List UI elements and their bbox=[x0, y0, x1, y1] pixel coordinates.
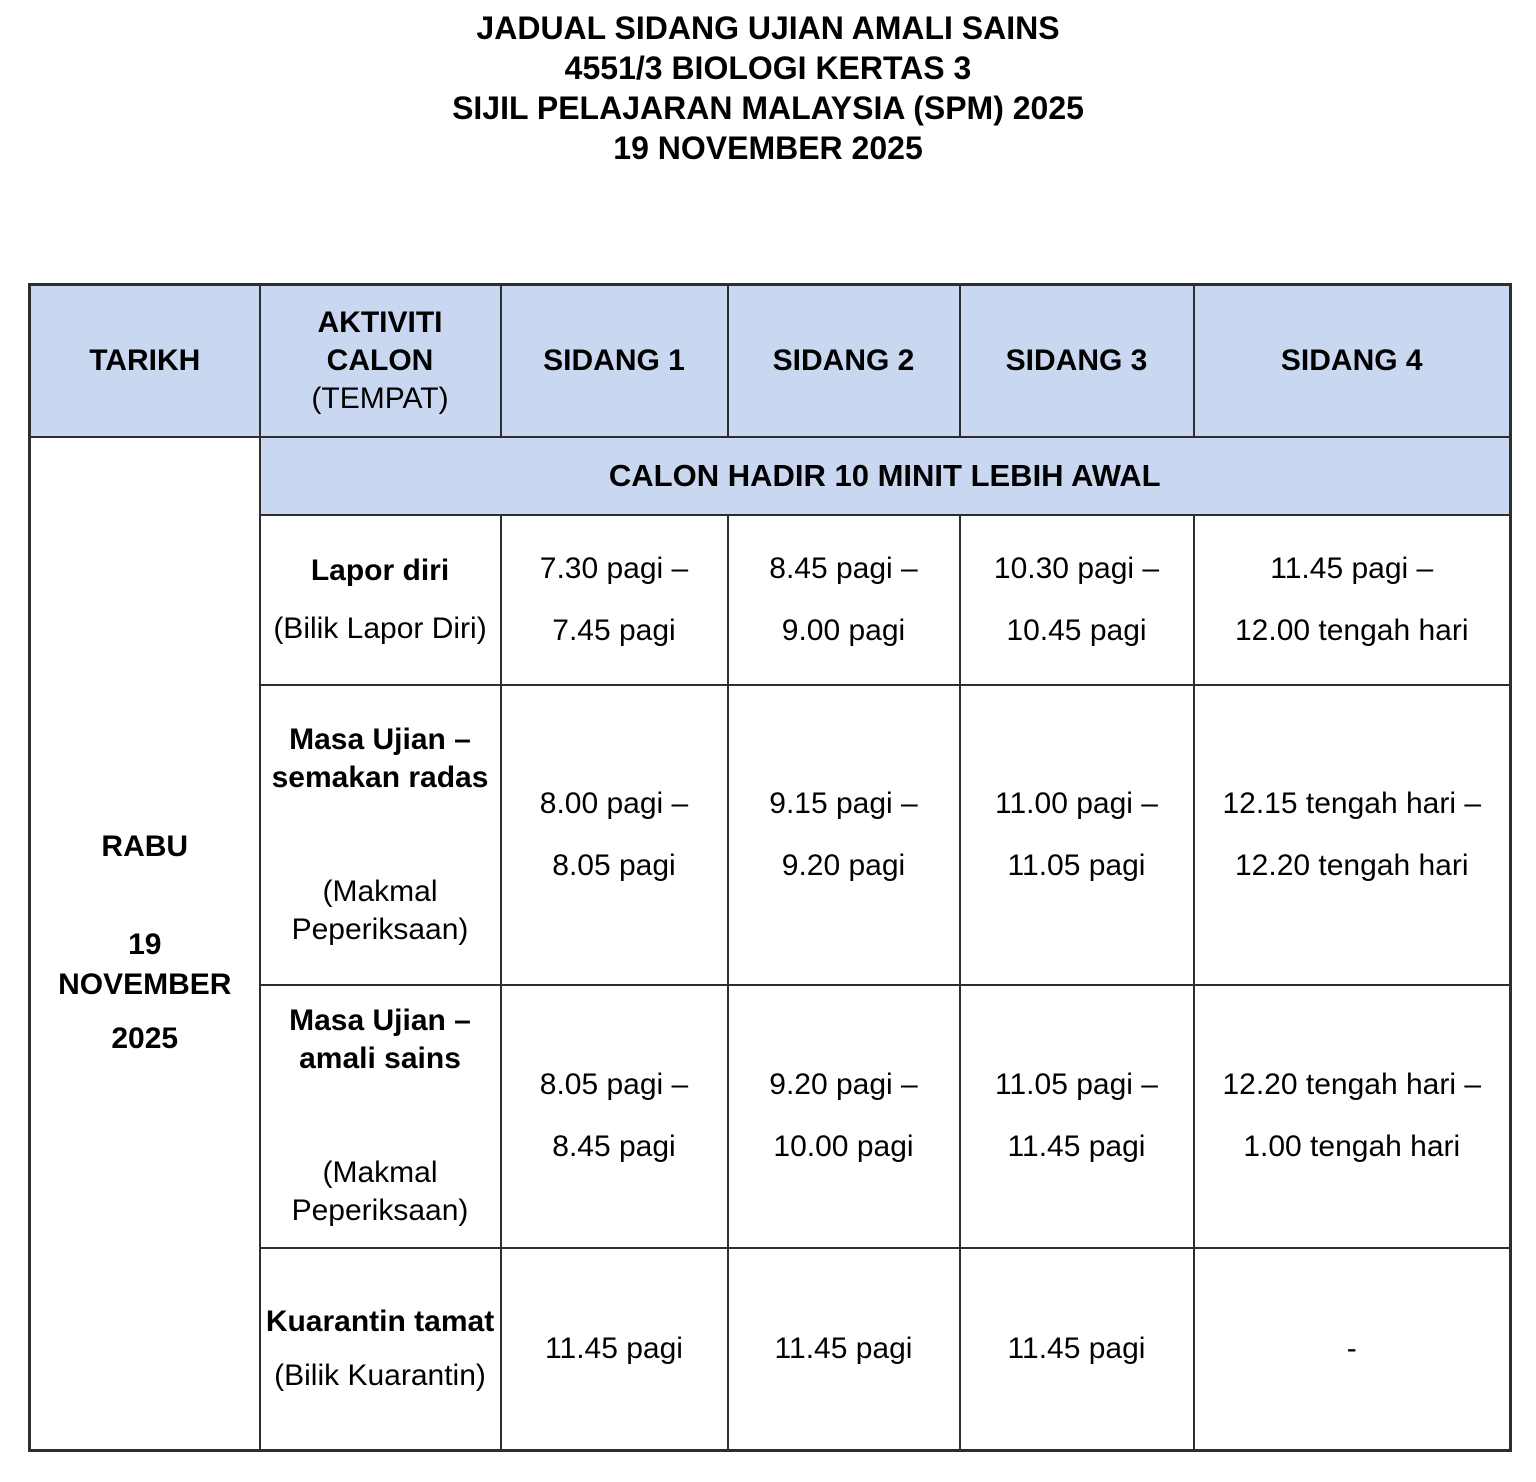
time-cell-r3-s1 bbox=[501, 985, 728, 1248]
activity-location: (Makmal Peperiksaan) bbox=[291, 874, 469, 946]
time-cell-r1-s2 bbox=[728, 515, 960, 685]
time-line: 9.20 pagi – bbox=[769, 1068, 918, 1101]
date-year: 2025 bbox=[111, 1022, 179, 1056]
time-cell-r4-s2 bbox=[728, 1248, 960, 1451]
time-line: 9.15 pagi – bbox=[769, 786, 918, 820]
date-cell bbox=[30, 437, 260, 1451]
time-line: 7.45 pagi bbox=[552, 613, 676, 647]
time-line: 11.45 pagi bbox=[1007, 1130, 1146, 1163]
date-day: RABU bbox=[101, 830, 189, 864]
activity-title: Lapor diri bbox=[310, 553, 450, 587]
time-cell-r2-s2 bbox=[728, 685, 960, 985]
time-line: 10.30 pagi – bbox=[993, 551, 1160, 585]
activity-title: Kuarantin tamat bbox=[265, 1304, 495, 1338]
schedule-table bbox=[28, 283, 1512, 1452]
time-line: 8.00 pagi – bbox=[539, 786, 689, 820]
title-line-3: SIJIL PELAJARAN MALAYSIA (SPM) 2025 bbox=[452, 90, 1084, 126]
time-cell-r1-s4 bbox=[1194, 515, 1511, 685]
time-cell-r2-s4 bbox=[1194, 685, 1511, 985]
activity-cell-semakan-radas bbox=[260, 685, 501, 985]
time-line: 12.15 tengah hari – bbox=[1222, 786, 1482, 820]
time-line: 11.05 pagi bbox=[1007, 848, 1146, 882]
time-line: 12.00 tengah hari bbox=[1234, 613, 1469, 647]
time-cell-r4-s3 bbox=[960, 1248, 1194, 1451]
time-line: 10.45 pagi bbox=[1006, 613, 1147, 647]
time-line: 11.45 pagi bbox=[1007, 1331, 1146, 1365]
activity-title: Masa Ujian – semakan radas bbox=[271, 722, 489, 794]
header-cell-tarikh: TARIKH bbox=[30, 285, 260, 437]
time-line: 11.45 pagi bbox=[545, 1331, 683, 1365]
time-cell-r4-s4 bbox=[1194, 1248, 1511, 1451]
time-line: 11.00 pagi – bbox=[995, 786, 1158, 820]
time-line: 7.30 pagi – bbox=[539, 551, 689, 585]
time-line: 1.00 tengah hari bbox=[1243, 1130, 1461, 1163]
time-line: 8.45 pagi bbox=[552, 1130, 676, 1163]
activity-cell-kuarantin-tamat bbox=[260, 1248, 501, 1451]
notice-row bbox=[30, 437, 1511, 515]
notice-cell: CALON HADIR 10 MINIT LEBIH AWAL bbox=[260, 437, 1511, 515]
header-row bbox=[30, 285, 1511, 437]
time-cell-r4-s1 bbox=[501, 1248, 728, 1451]
time-line: 11.05 pagi – bbox=[995, 1068, 1158, 1101]
aktiviti-calon-label: AKTIVITI CALON bbox=[317, 305, 443, 377]
title-line-2: 4551/3 BIOLOGI KERTAS 3 bbox=[564, 50, 972, 86]
time-cell-r1-s3 bbox=[960, 515, 1194, 685]
title-line-4: 19 NOVEMBER 2025 bbox=[613, 130, 923, 166]
time-cell-r3-s4 bbox=[1194, 985, 1511, 1248]
date-month: NOVEMBER bbox=[58, 968, 232, 1002]
time-line: 10.00 pagi bbox=[773, 1130, 914, 1163]
header-cell-sidang-3: SIDANG 3 bbox=[960, 285, 1194, 437]
time-line: 9.20 pagi bbox=[781, 848, 906, 882]
time-cell-r3-s3 bbox=[960, 985, 1194, 1248]
time-line: 8.05 pagi – bbox=[539, 1068, 689, 1101]
header-cell-sidang-4: SIDANG 4 bbox=[1194, 285, 1511, 437]
activity-cell-lapor-diri bbox=[260, 515, 501, 685]
time-cell-r2-s3 bbox=[960, 685, 1194, 985]
tempat-label: (TEMPAT) bbox=[311, 381, 449, 415]
page-title bbox=[0, 8, 1536, 168]
header-cell-aktiviti bbox=[260, 285, 501, 437]
time-line: 12.20 tengah hari – bbox=[1222, 1068, 1482, 1101]
time-line: 8.45 pagi – bbox=[769, 551, 918, 585]
time-line: 11.45 pagi bbox=[774, 1331, 913, 1365]
activity-location: (Makmal Peperiksaan) bbox=[291, 1156, 469, 1227]
time-cell-r1-s1 bbox=[501, 515, 728, 685]
activity-location: (Bilik Lapor Diri) bbox=[273, 611, 487, 645]
header-cell-sidang-1: SIDANG 1 bbox=[501, 285, 728, 437]
activity-location: (Bilik Kuarantin) bbox=[274, 1358, 486, 1392]
activity-cell-amali-sains bbox=[260, 985, 501, 1248]
time-line: - bbox=[1346, 1331, 1357, 1365]
title-line-1: JADUAL SIDANG UJIAN AMALI SAINS bbox=[476, 10, 1060, 46]
time-line: 8.05 pagi bbox=[552, 848, 676, 882]
date-number: 19 bbox=[128, 928, 162, 962]
activity-title: Masa Ujian – amali sains bbox=[289, 1004, 471, 1075]
time-line: 11.45 pagi – bbox=[1270, 551, 1434, 585]
time-line: 9.00 pagi bbox=[781, 613, 906, 647]
header-cell-sidang-2: SIDANG 2 bbox=[728, 285, 960, 437]
time-cell-r3-s2 bbox=[728, 985, 960, 1248]
time-line: 12.20 tengah hari bbox=[1234, 848, 1469, 882]
time-cell-r2-s1 bbox=[501, 685, 728, 985]
